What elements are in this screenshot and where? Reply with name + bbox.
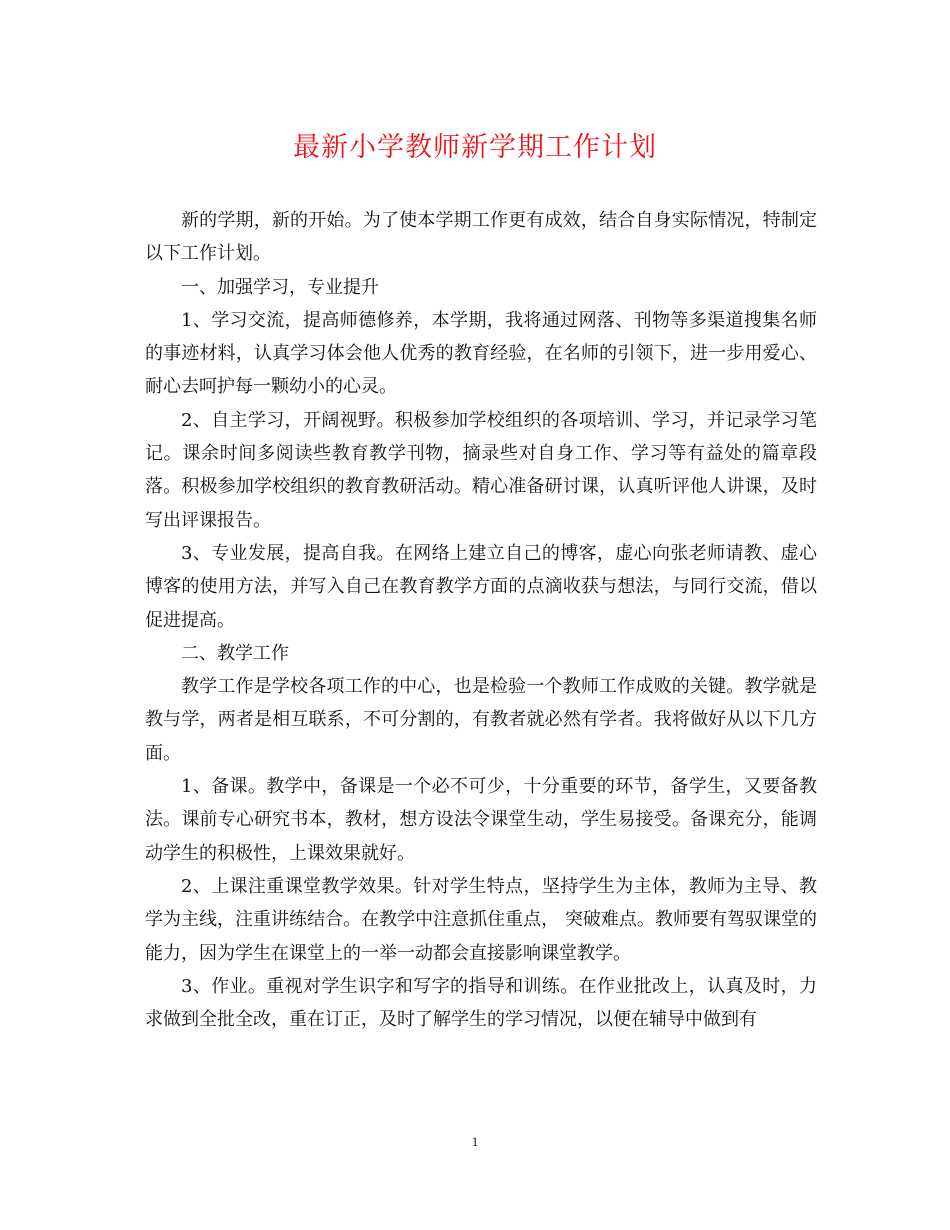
paragraph: 1、备课。教学中，备课是一个必不可少，十分重要的环节，备学生，又要备教法。课前专心研究书本，教材，想方设法令课堂生动，学生易接受。备课充分，能调动学生的积极性，上课效果就好。 [145,776,817,864]
document-body [145,204,817,1036]
paragraph: 3、专业发展，提高自我。在网络上建立自己的博客，虚心向张老师请教、虚心博客的使用方法，并写入自己在教育教学方面的点滴收获与想法，与同行交流，借以促进提高。 [145,542,817,631]
document-title: 最新小学教师新学期工作计划 [293,132,657,163]
section-heading: 二、教学工作 [181,642,289,664]
paragraph: 2、自主学习，开阔视野。积极参加学校组织的各项培训、学习，并记录学习笔记。课余时间多阅读些教育教学刊物，摘录些对自身工作、学习等有益处的篇章段落。积极参加学校组织的教育教研活动。精心准备研讨课，认真听评他人讲课，及时写出评课报告。 [145,409,817,531]
paragraph: 教学工作是学校各项工作的中心，也是检验一个教师工作成败的关键。教学就是教与学，两者是相互联系，不可分割的，有教者就必然有学者。我将做好从以下几方面。 [145,676,817,764]
paragraph: 2、上课注重课堂教学效果。针对学生特点，坚持学生为主体，教师为主导、教学为主线，注重讲练结合。在教学中注意抓住重点， 突破难点。教师要有驾驭课堂的能力，因为学生在课堂上的一举一动都会直接影响课堂教学。 [145,875,817,964]
paragraph: 新的学期，新的开始。为了使本学期工作更有成效，结合自身实际情况，特制定以下工作计划。 [145,210,817,265]
paragraph: 1、学习交流，提高师德修养，本学期，我将通过网落、刊物等多渠道搜集名师的事迹材料，认真学习体会他人优秀的教育经验，在名师的引领下，进一步用爱心、耐心去呵护每一颗幼小的心灵。 [145,309,817,398]
page-number: 1 [471,1134,479,1149]
paragraph: 3、作业。重视对学生识字和写字的指导和训练。在作业批改上，认真及时，力求做到全批全改，重在订正，及时了解学生的学习情况，以便在辅导中做到有 [145,975,817,1031]
section-heading: 一、加强学习，专业提升 [181,276,379,298]
